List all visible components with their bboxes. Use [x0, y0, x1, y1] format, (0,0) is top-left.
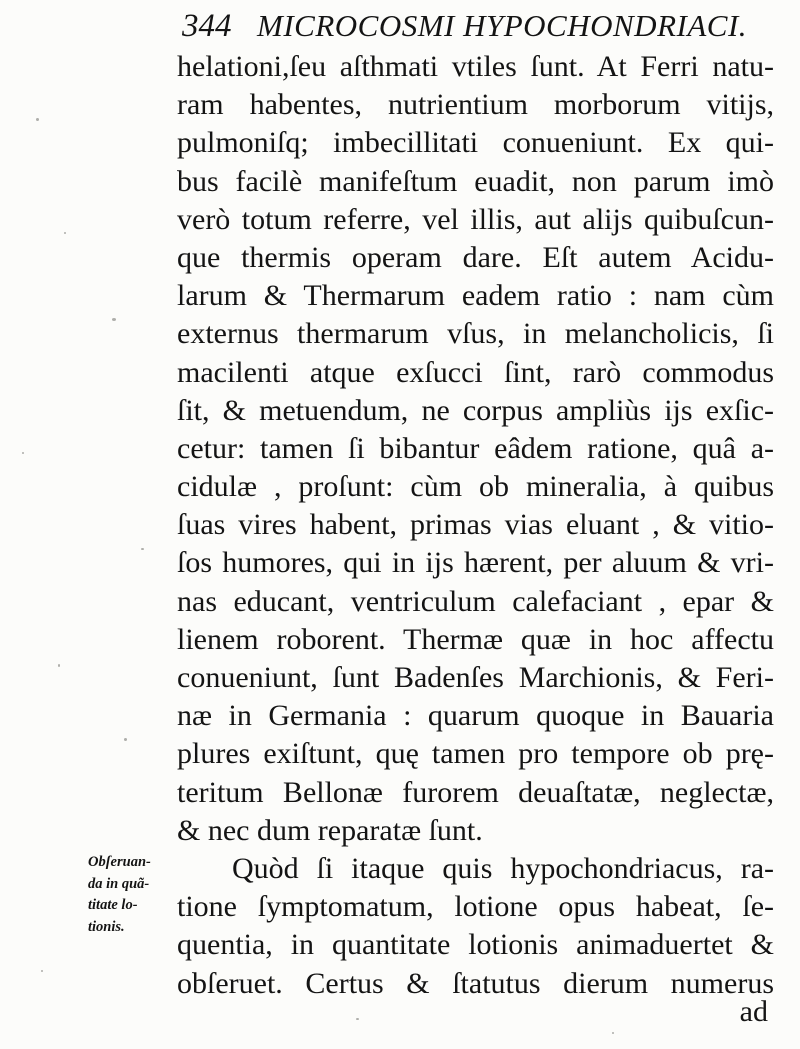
margin-note-line: tionis. — [88, 918, 125, 935]
text-line: larum & Thermarum eadem ratio : nam cùm — [177, 279, 774, 313]
text-line: Quòd ſi itaque quis hypochondriacus, ra- — [232, 851, 774, 885]
paper-speck — [612, 1032, 614, 1034]
page-number: 344 — [182, 8, 232, 44]
main-text-block — [177, 48, 774, 1003]
paper-speck — [22, 452, 24, 454]
paper-speck — [112, 318, 116, 321]
paper-speck — [141, 548, 144, 550]
text-line: pulmoniſq; imbecillitati conueniunt. Ex qui- — [177, 126, 774, 160]
margin-note-line: da in quã- — [88, 875, 150, 892]
text-line: conueniunt, ſunt Badenſes Marchionis, & Feri- — [177, 661, 774, 694]
catchword: ad — [739, 995, 768, 1028]
text-line: ſuas vires habent, primas vias eluant , & vitio- — [177, 508, 774, 542]
text-line: quentia, in quantitate lotionis animaduertet & — [177, 928, 774, 962]
running-head — [182, 6, 782, 46]
text-line: que thermis operam dare. Eſt autem Acidu- — [177, 240, 774, 274]
text-line: ram habentes, nutrientium morborum vitijs, — [177, 88, 774, 122]
paper-speck — [36, 118, 39, 121]
running-title: MICROCOSMI HYPOCHONDRIACI. — [257, 8, 748, 43]
text-line: macilenti atque exſucci ſint, rarò commodus — [177, 355, 774, 389]
text-line: ſit, & metuendum, ne corpus ampliùs ijs exſic- — [177, 393, 774, 427]
paper-speck — [124, 738, 127, 741]
margin-note-line: Obſeruan- — [88, 854, 151, 870]
paper-speck — [356, 1018, 359, 1020]
paper-speck — [64, 232, 66, 234]
paper-speck — [41, 970, 43, 972]
text-line: ſos humores, qui in ijs hærent, per aluum & vri- — [177, 546, 774, 580]
text-line: lienem roborent. Thermæ quæ in hoc affectu — [177, 622, 774, 656]
text-line: externus thermarum vſus, in melancholicis, ſi — [177, 317, 774, 351]
text-line: cidulæ , proſunt: cùm ob mineralia, à quibus — [177, 470, 774, 504]
text-line: næ in Germania : quarum quoque in Bauaria — [177, 699, 774, 733]
margin-note — [88, 852, 174, 938]
text-line: bus facilè manifeſtum euadit, non parum imò — [177, 164, 774, 198]
text-line: obſeruet. Certus & ſtatutus dierum numerus — [177, 966, 774, 1000]
text-line: & nec dum reparatæ ſunt. — [177, 813, 483, 847]
text-line: cetur: tamen ſi bibantur eâdem ratione, quâ a- — [177, 431, 774, 465]
text-line: nas educant, ventriculum calefaciant , epar & — [177, 584, 774, 618]
paper-speck — [58, 664, 60, 667]
margin-note-line: titate lo- — [88, 897, 138, 913]
text-line: helationi,ſeu aſthmati vtiles ſunt. At Ferri natu- — [177, 50, 774, 83]
text-line: plures exiſtunt, quę tamen pro tempore ob prę- — [177, 737, 774, 771]
text-line: teritum Bellonæ furorem deuaſtatæ, neglectæ, — [177, 775, 774, 809]
text-line: verò totum referre, vel illis, aut alijs quibuſcun- — [177, 202, 774, 236]
text-line: tione ſymptomatum, lotione opus habeat, ſe- — [177, 890, 774, 924]
